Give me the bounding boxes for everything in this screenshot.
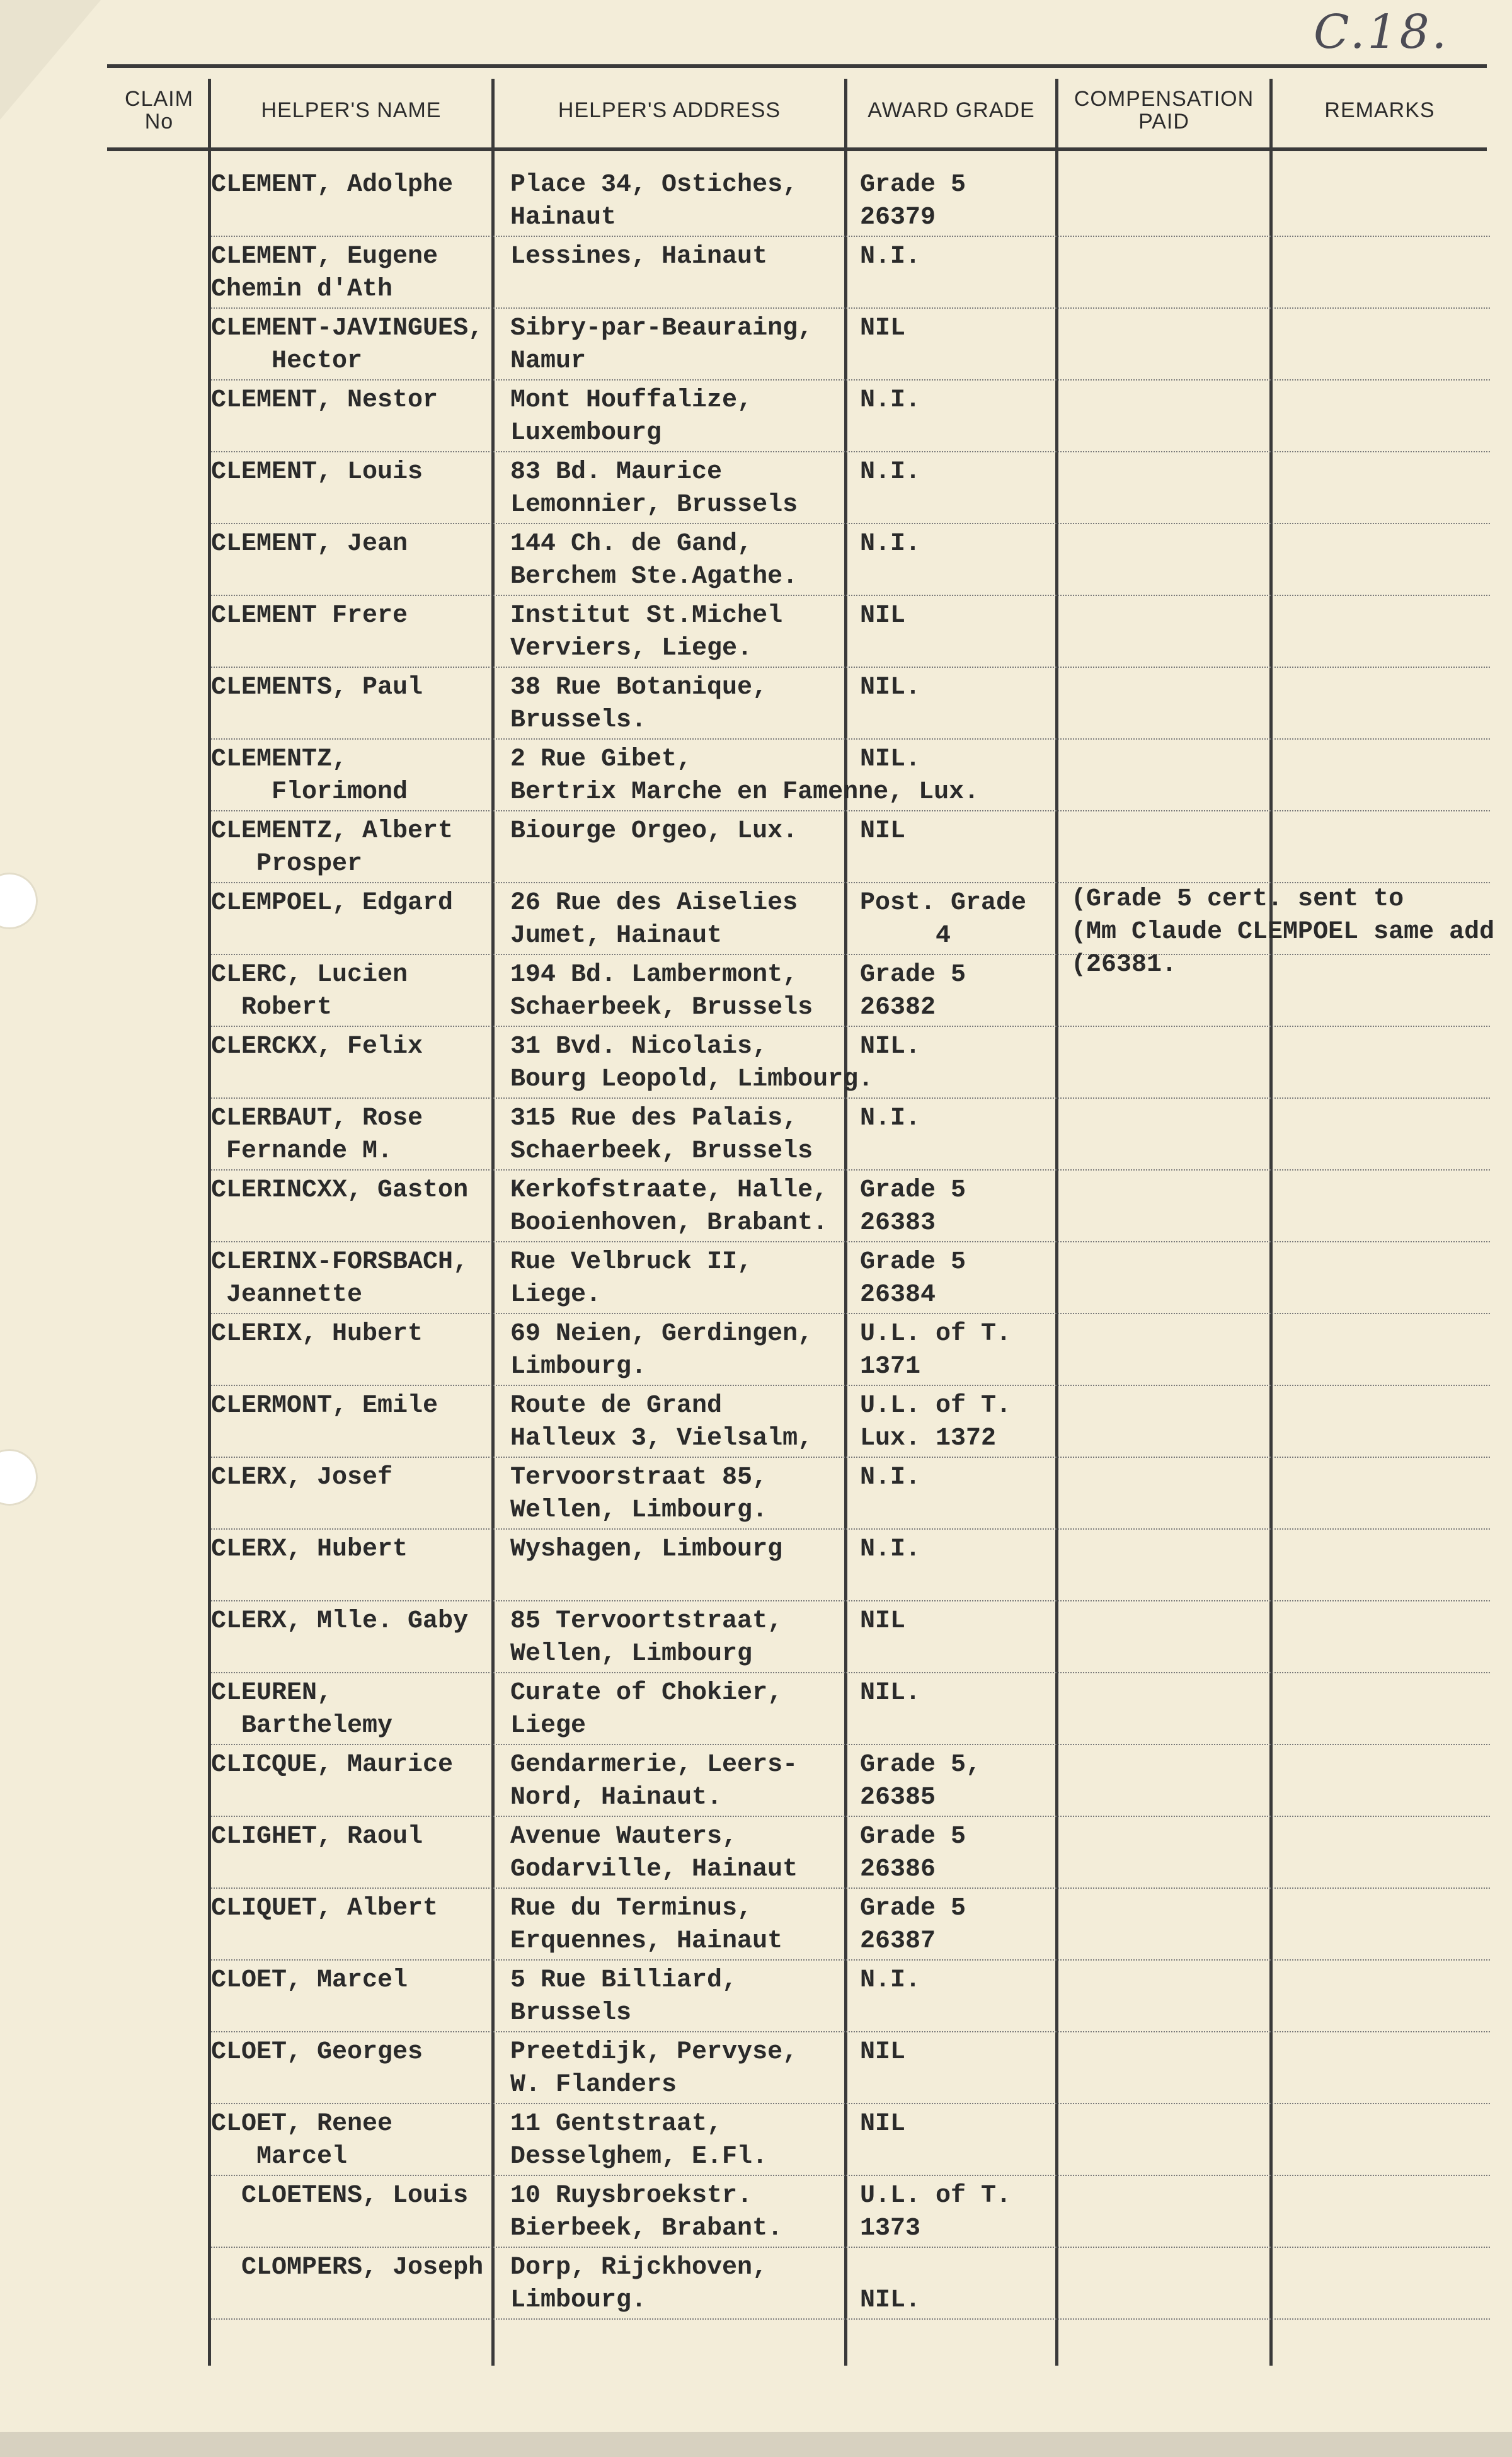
table-row xyxy=(211,1386,1490,1458)
helper-name: CLEMENTS, Paul xyxy=(211,673,423,702)
helper-name: CLOET, Renee Marcel xyxy=(211,2110,393,2171)
helper-address: Rue Velbruck II, Liege. xyxy=(510,1248,753,1309)
helper-address: 315 Rue des Palais, Schaerbeek, Brussels xyxy=(510,1104,813,1166)
row-divider xyxy=(211,2318,1490,2320)
table-row xyxy=(211,381,1490,452)
helper-address: 5 Rue Billiard, Brussels xyxy=(510,1966,738,2027)
helper-name: CLERX, Mlle. Gaby xyxy=(211,1607,469,1635)
helper-address: Mont Houffalize, Luxembourg xyxy=(510,386,753,447)
scan-background xyxy=(0,2432,1512,2457)
table-row xyxy=(211,1673,1490,1745)
helper-name: CLEMENT, Louis xyxy=(211,458,423,486)
award-grade: NIL xyxy=(860,1607,906,1635)
award-grade: N.I. xyxy=(860,1104,921,1133)
helper-name: CLEMENT, Eugene Chemin d'Ath xyxy=(211,243,438,304)
helper-name: CLERINX-FORSBACH, Jeannette xyxy=(211,1248,469,1309)
table-row xyxy=(211,668,1490,740)
award-grade: U.L. of T. Lux. 1372 xyxy=(860,1392,1012,1453)
helper-address: Route de Grand Halleux 3, Vielsalm, xyxy=(510,1392,813,1453)
remark-note: (Grade 5 cert. sent to (Mm Claude CLEMPOEL same add (26381. xyxy=(1071,885,1495,979)
table-row xyxy=(211,1817,1490,1889)
award-grade: NIL xyxy=(860,314,906,343)
table-row xyxy=(211,1458,1490,1530)
helper-address: Gendarmerie, Leers- Nord, Hainaut. xyxy=(510,1751,798,1812)
table-row xyxy=(211,2032,1490,2104)
helper-address: Preetdijk, Pervyse, W. Flanders xyxy=(510,2038,798,2099)
helper-name: CLEMENT, Adolphe xyxy=(211,171,454,199)
helper-address: Wyshagen, Limbourg xyxy=(510,1535,783,1564)
award-grade: N.I. xyxy=(860,386,921,415)
helper-name: CLERCKX, Felix xyxy=(211,1033,423,1061)
table-row xyxy=(211,1314,1490,1386)
helper-name: CLOET, Georges xyxy=(211,2038,423,2066)
table-row xyxy=(211,309,1490,381)
table-row xyxy=(211,1745,1490,1817)
punch-hole xyxy=(0,1449,38,1506)
helper-name: CLICQUE, Maurice xyxy=(211,1751,454,1779)
award-grade: N.I. xyxy=(860,530,921,558)
award-grade: Grade 5 26387 xyxy=(860,1894,966,1956)
header-helpers-name: HELPER'S NAME xyxy=(261,98,442,122)
table-row xyxy=(211,1961,1490,2032)
helper-name: CLERX, Josef xyxy=(211,1463,393,1492)
header-claim-no: CLAIM No xyxy=(125,87,193,134)
helper-address: 11 Gentstraat, Desselghem, E.Fl. xyxy=(510,2110,768,2171)
helper-name: CLERIX, Hubert xyxy=(211,1320,423,1348)
table-row xyxy=(211,596,1490,668)
award-grade: N.I. xyxy=(860,458,921,486)
helper-name: CLIGHET, Raoul xyxy=(211,1823,423,1851)
helper-name: CLEMENT, Jean xyxy=(211,530,408,558)
table-row xyxy=(211,1099,1490,1171)
helper-address: Institut St.Michel Verviers, Liege. xyxy=(510,602,783,663)
award-grade: NIL xyxy=(860,817,906,845)
award-grade: N.I. xyxy=(860,1463,921,1492)
table-row xyxy=(211,524,1490,596)
award-grade: NIL xyxy=(860,602,906,630)
helper-address: 85 Tervoortstraat, Wellen, Limbourg xyxy=(510,1607,783,1668)
helper-name: CLEUREN, Barthelemy xyxy=(211,1679,393,1740)
table-row xyxy=(211,1242,1490,1314)
award-grade: NIL. xyxy=(860,1033,921,1061)
table-row xyxy=(211,1530,1490,1601)
table-row xyxy=(211,2104,1490,2176)
helper-address: 144 Ch. de Gand, Berchem Ste.Agathe. xyxy=(510,530,798,591)
helper-name: CLEMENT, Nestor xyxy=(211,386,438,415)
header-remarks: REMARKS xyxy=(1324,98,1435,122)
award-grade: NIL. xyxy=(860,2286,921,2315)
table-row xyxy=(211,1601,1490,1673)
helper-address: 38 Rue Botanique, Brussels. xyxy=(510,673,768,735)
helper-name: CLEMENT-JAVINGUES, Hector xyxy=(211,314,484,375)
award-grade: N.I. xyxy=(860,1535,921,1564)
helper-address: Avenue Wauters, Godarville, Hainaut xyxy=(510,1823,798,1884)
award-grade: Grade 5, 26385 xyxy=(860,1751,982,1812)
folded-corner xyxy=(0,0,101,120)
helper-name: CLERX, Hubert xyxy=(211,1535,408,1564)
helper-address: Tervoorstraat 85, Wellen, Limbourg. xyxy=(510,1463,768,1525)
helper-address: Curate of Chokier, Liege xyxy=(510,1679,783,1740)
award-grade: U.L. of T. 1373 xyxy=(860,2182,1012,2243)
helper-name: CLEMENTZ, Albert Prosper xyxy=(211,817,454,878)
award-grade: N.I. xyxy=(860,243,921,271)
table-row xyxy=(211,2248,1490,2320)
award-grade: NIL xyxy=(860,2110,906,2138)
helper-address: 10 Ruysbroekstr. Bierbeek, Brabant. xyxy=(510,2182,783,2243)
table-row xyxy=(211,1889,1490,1961)
helper-address: Dorp, Rijckhoven, Limbourg. xyxy=(510,2254,768,2315)
helper-name: CLOMPERS, Joseph xyxy=(211,2254,484,2282)
award-grade: N.I. xyxy=(860,1966,921,1995)
helper-name: CLOET, Marcel xyxy=(211,1966,408,1995)
award-grade: Grade 5 26383 xyxy=(860,1176,966,1237)
helper-name: CLEMENTZ, Florimond xyxy=(211,745,408,806)
helper-name: CLERC, Lucien Robert xyxy=(211,961,408,1022)
helper-address: Place 34, Ostiches, Hainaut xyxy=(510,171,798,232)
table-row xyxy=(211,1027,1490,1099)
header-award-grade: AWARD GRADE xyxy=(868,98,1035,122)
helper-address: Sibry-par-Beauraing, Namur xyxy=(510,314,813,375)
helper-address: Biourge Orgeo, Lux. xyxy=(510,817,798,845)
helper-address: 26 Rue des Aiselies Jumet, Hainaut xyxy=(510,889,798,950)
award-grade: NIL. xyxy=(860,673,921,702)
helper-address: Lessines, Hainaut xyxy=(510,243,768,271)
award-grade: Grade 5 26384 xyxy=(860,1248,966,1309)
helper-name: CLEMENT Frere xyxy=(211,602,408,630)
table-row xyxy=(211,2176,1490,2248)
helper-address: 69 Neien, Gerdingen, Limbourg. xyxy=(510,1320,813,1381)
header-helpers-address: HELPER'S ADDRESS xyxy=(558,98,781,122)
award-grade: U.L. of T. 1371 xyxy=(860,1320,1012,1381)
table-row xyxy=(211,452,1490,524)
helper-name: CLERBAUT, Rose Fernande M. xyxy=(211,1104,423,1166)
helper-address: Kerkofstraate, Halle, Booienhoven, Brabant. xyxy=(510,1176,828,1237)
header-compensation-paid: COMPENSATION PAID xyxy=(1074,87,1254,134)
award-grade: NIL xyxy=(860,2038,906,2066)
award-grade: Grade 5 26386 xyxy=(860,1823,966,1884)
award-grade: NIL. xyxy=(860,745,921,774)
helper-name: CLIQUET, Albert xyxy=(211,1894,438,1923)
file-reference: C.18. xyxy=(1314,5,1450,59)
helper-name: CLERMONT, Emile xyxy=(211,1392,438,1420)
award-grade: Grade 5 26379 xyxy=(860,171,966,232)
header-bottom-rule xyxy=(107,147,1487,151)
punch-hole xyxy=(0,873,38,929)
table-row xyxy=(211,165,1490,237)
award-grade: NIL. xyxy=(860,1679,921,1707)
helper-name: CLOETENS, Louis xyxy=(211,2182,469,2210)
table-row xyxy=(211,811,1490,883)
table-row xyxy=(211,740,1490,811)
helper-name: CLERINCXX, Gaston xyxy=(211,1176,469,1205)
helper-address: 2 Rue Gibet, Bertrix Marche en Famenne, Lux. xyxy=(510,745,980,806)
header-top-rule xyxy=(107,64,1487,68)
helper-address: Rue du Terminus, Erquennes, Hainaut xyxy=(510,1894,783,1956)
award-grade: Post. Grade 4 xyxy=(860,889,1027,950)
helper-address: 194 Bd. Lambermont, Schaerbeek, Brussels xyxy=(510,961,813,1022)
table-row xyxy=(211,237,1490,309)
helper-name: CLEMPOEL, Edgard xyxy=(211,889,454,917)
helper-address: 83 Bd. Maurice Lemonnier, Brussels xyxy=(510,458,798,519)
table-row xyxy=(211,1171,1490,1242)
helper-address: 31 Bvd. Nicolais, Bourg Leopold, Limbourg. xyxy=(510,1033,874,1094)
award-grade: Grade 5 26382 xyxy=(860,961,966,1022)
